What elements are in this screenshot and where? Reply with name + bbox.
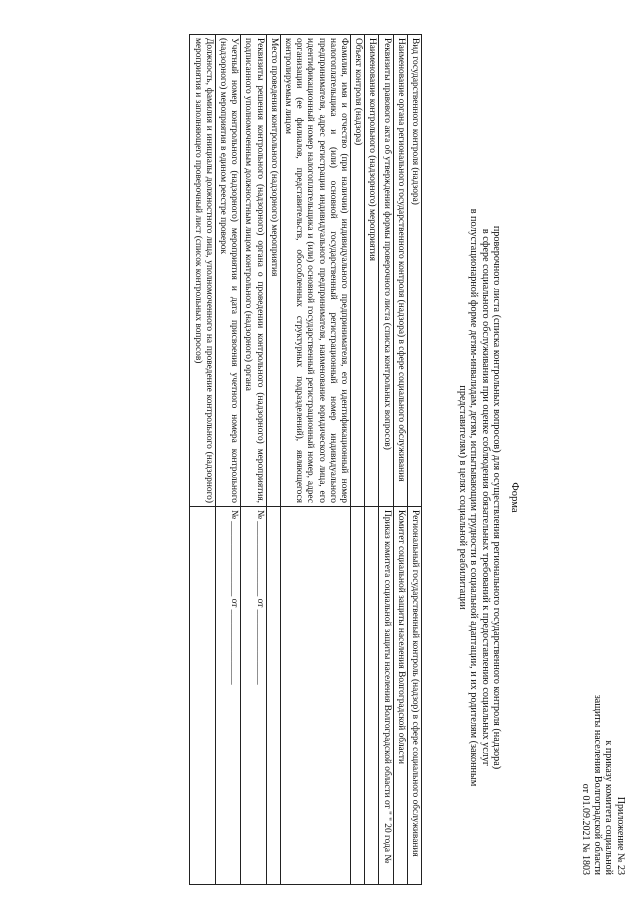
- row-value: № ________________ от ________________: [241, 507, 266, 885]
- row-label: Место проведения контрольного (надзорного) мероприятия: [266, 35, 280, 507]
- heading-line: представителям) в целях социальной реабилитации: [456, 385, 468, 610]
- appendix-date: от 01.09.2021 № 1803: [580, 783, 592, 875]
- table-row: [266, 35, 280, 885]
- document-heading: [456, 150, 520, 845]
- row-value: [280, 507, 350, 885]
- row-label: Наименование контрольного (надзорного) мероприятия: [365, 35, 379, 507]
- table-row: [379, 35, 393, 885]
- row-label: Наименование органа регионального государственного контроля (надзора) в сфере социального обслуживания: [393, 35, 407, 507]
- table-row: [407, 35, 421, 885]
- row-label: Вид государственного контроля (надзора): [407, 35, 421, 507]
- appendix-number: Приложение № 23: [615, 796, 626, 875]
- heading-line: проверочного листа (списка контрольных вопросов) для осуществления регионального государственного контроля (надзора): [491, 225, 503, 770]
- row-label: Реквизиты решения контрольного (надзорного) органа о проведении контрольного (надзорного) мероприятия, подписанного уполномоченным должностным лицом контрольного (надзорного) органа: [241, 35, 266, 507]
- table-row: [241, 35, 266, 885]
- row-value: № ________________ от ________________: [215, 507, 240, 885]
- row-label: Реквизиты правового акта об утверждении формы проверочного листа (списка контрольных вопросов): [379, 35, 393, 507]
- appendix-authority: защиты населения Волгоградской области: [591, 694, 603, 875]
- checklist-table: [189, 34, 422, 885]
- heading-line: в сфере социального обслуживания при оценке соблюдения обязательных требований к предоставлению социальных услуг: [479, 228, 491, 767]
- row-label: Должность, фамилия и инициалы должностного лица, уполномоченного на проведение контрольного (надзорного) мероприятия и заполняющего проверочный лист (список контрольных вопросов): [190, 35, 215, 507]
- table-row: [190, 35, 215, 885]
- row-label: Объект контроля (надзора): [350, 35, 364, 507]
- table-row: [215, 35, 240, 885]
- row-value: [190, 507, 215, 885]
- row-value: Комитет социальной защиты населения Волгоградской области: [393, 507, 407, 885]
- appendix-order-ref: к приказу комитета социальной: [603, 740, 615, 875]
- row-label: Фамилия, имя и отчество (при наличии) индивидуального предпринимателя, его идентификационный номер налогоплательщика и (или) основной государственный регистрационный номер индивидуального предпринимателя, адрес регистрации индивидуального предпринимателя, наименование юридического лица, его идентификационный номер налогоплательщика и (или) основной государственный регистрационный номер, адрес организации (ее филиалов, представительств, обособленных структурных подразделений), являющегося контролируемым лицом: [280, 35, 350, 507]
- row-label: Учетный номер контрольного (надзорного) мероприятия и дата присвоения учетного номера контрольного (надзорного) мероприятия в едином реестре проверок: [215, 35, 240, 507]
- row-value: [266, 507, 280, 885]
- table-row: [350, 35, 364, 885]
- appendix-header: [580, 625, 626, 875]
- table-row: [365, 35, 379, 885]
- table-row: [393, 35, 407, 885]
- row-value: Приказ комитета социальной защиты населения Волгоградской области от " " 20 года №: [379, 507, 393, 885]
- form-label: Форма: [509, 482, 520, 513]
- heading-line: в полустационарной форме детям-инвалидам, детям, испытывающим трудности в социальной адаптации, и их родителям (законным: [468, 208, 480, 787]
- table-row: [280, 35, 350, 885]
- row-value: [365, 507, 379, 885]
- row-value: [350, 507, 364, 885]
- row-value: Региональный государственный контроль (надзор) в сфере социального обслуживания: [407, 507, 421, 885]
